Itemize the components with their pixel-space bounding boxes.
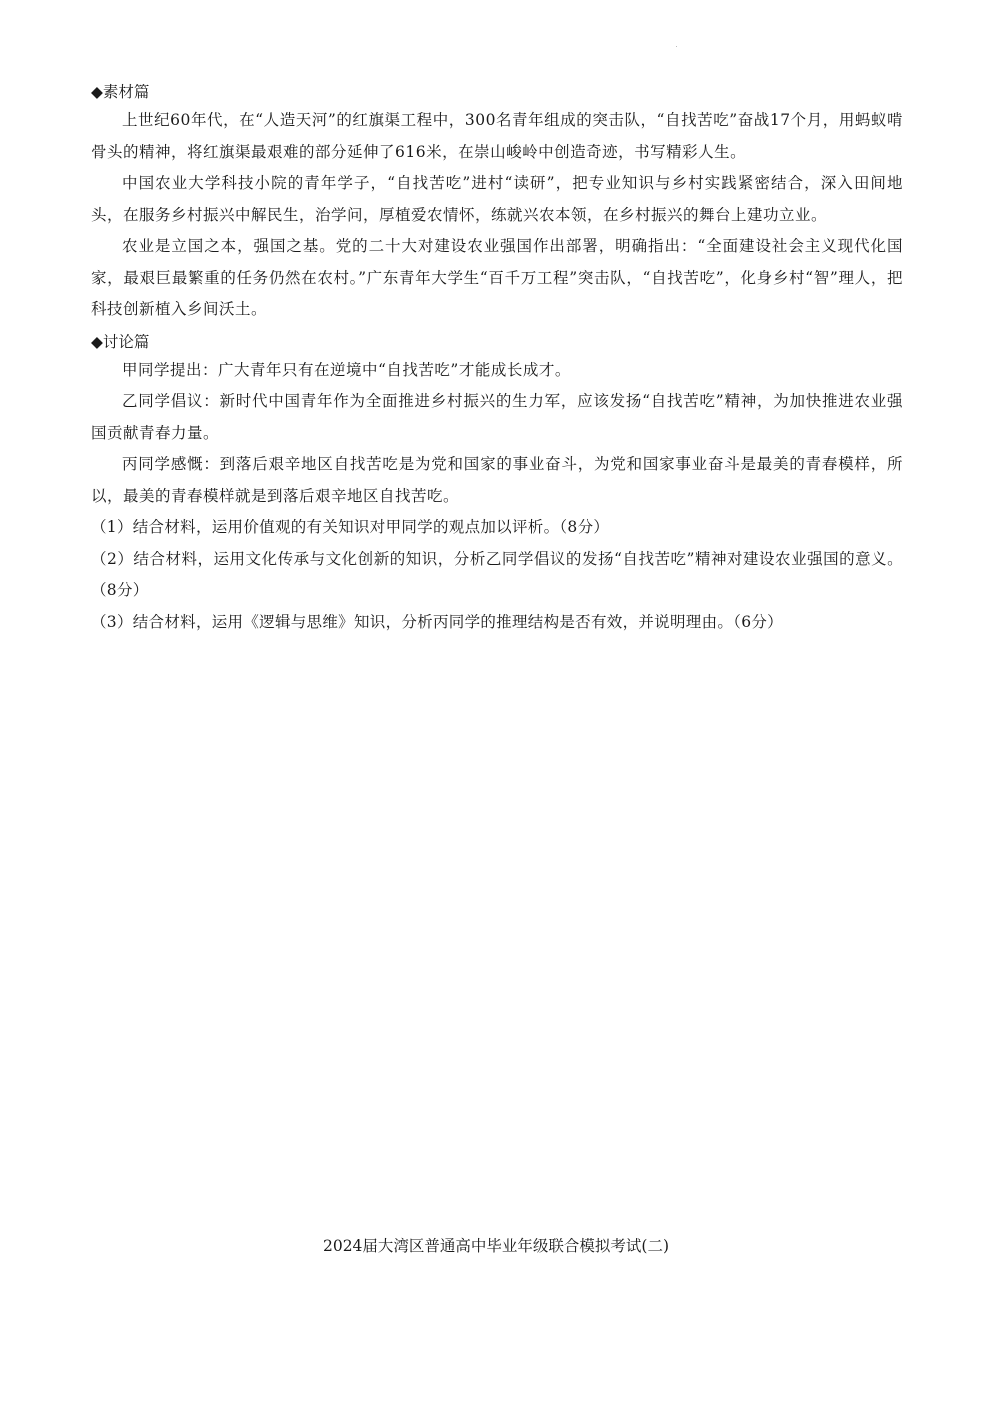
- discussion-section-heading: ◆讨论篇: [91, 332, 150, 351]
- scan-speck: [676, 46, 677, 47]
- material-paragraph-3: 农业是立国之本，强国之基。党的二十大对建设农业强国作出部署，明确指出：“全面建设社会主义现代化国家，最艰巨最繁重的任务仍然在农村。”广东青年大学生“百千万工程”突击队，“自找苦吃”，化身乡村“智”理人，把科技创新植入乡间沃土。: [91, 237, 903, 318]
- discussion-paragraph-bing: 丙同学感慨：到落后艰辛地区自找苦吃是为党和国家的事业奋斗，为党和国家事业奋斗是最美的青春模样，所以，最美的青春模样就是到落后艰辛地区自找苦吃。: [91, 455, 903, 505]
- exam-title-footer: 2024届大湾区普通高中毕业年级联合模拟考试(二): [322, 1237, 670, 1255]
- page-content: [91, 79, 903, 638]
- discussion-paragraph-yi: 乙同学倡议：新时代中国青年作为全面推进乡村振兴的生力军，应该发扬“自找苦吃”精神，为加快推进农业强国贡献青春力量。: [91, 392, 903, 442]
- material-paragraph-1: 上世纪60年代，在“人造天河”的红旗渠工程中，300名青年组成的突击队，“自找苦吃”奋战17个月，用蚂蚁啃骨头的精神，将红旗渠最艰难的部分延伸了616米，在崇山峻岭中创造奇迹，书写精彩人生。: [91, 111, 903, 161]
- question-1: （1）结合材料，运用价值观的有关知识对甲同学的观点加以评析。（8分）: [91, 518, 610, 536]
- question-3: （3）结合材料，运用《逻辑与思维》知识，分析丙同学的推理结构是否有效，并说明理由。（6分）: [91, 612, 783, 631]
- question-2: （2）结合材料，运用文化传承与文化创新的知识，分析乙同学倡议的发扬“自找苦吃”精神对建设农业强国的意义。（8分）: [91, 549, 903, 599]
- discussion-paragraph-jia: 甲同学提出：广大青年只有在逆境中“自找苦吃”才能成长成才。: [122, 360, 571, 379]
- material-section-heading: ◆素材篇: [91, 83, 150, 101]
- material-paragraph-2: 中国农业大学科技小院的青年学子，“自找苦吃”进村“读研”，把专业知识与乡村实践紧密结合，深入田间地头，在服务乡村振兴中解民生，治学问，厚植爱农情怀，练就兴农本领，在乡村振兴的舞台上建功立业。: [91, 174, 903, 224]
